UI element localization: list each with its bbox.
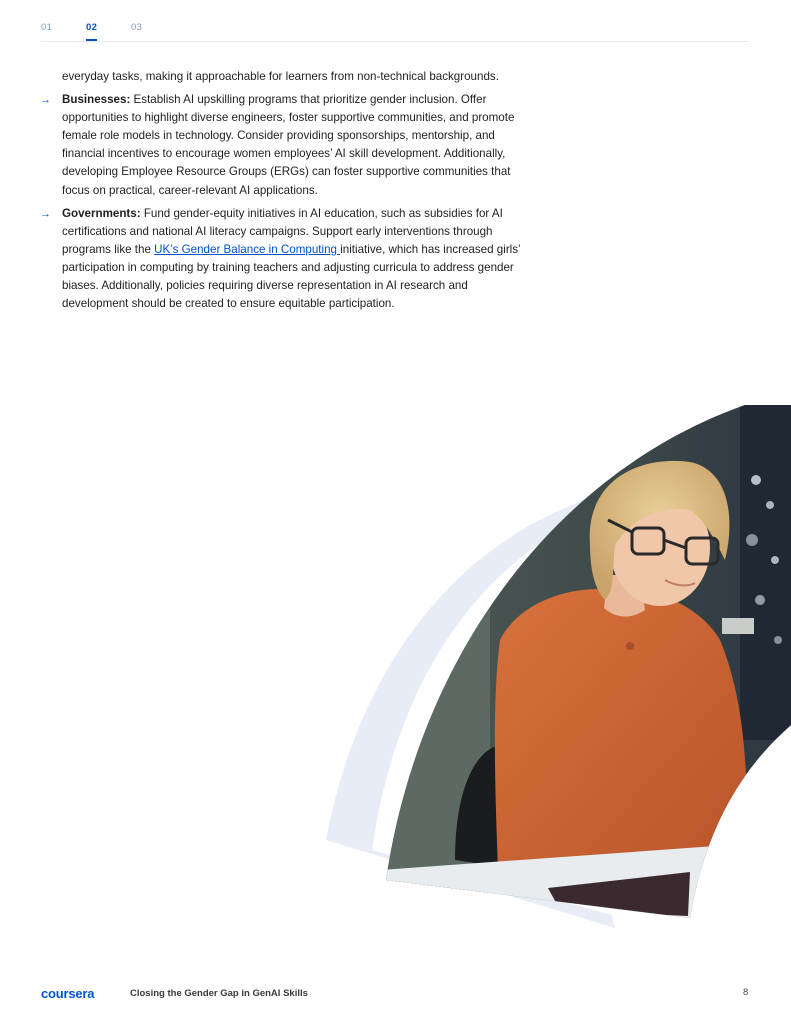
arrow-right-icon: → — [40, 207, 51, 220]
arrow-right-icon: → — [40, 94, 51, 107]
document-title: Closing the Gender Gap in GenAI Skills — [130, 988, 308, 999]
section-tabs — [41, 22, 176, 42]
bullet-lead: Governments: — [62, 206, 141, 220]
bullet-governments — [40, 205, 532, 314]
continuation-paragraph: everyday tasks, making it approachable for learners from non-technical backgrounds. — [62, 70, 499, 83]
bullet-text: Establish AI upskilling programs that prioritize gender inclusion. Offer opportunities to highlight diverse engineers, foster supportive communities, and promote female role models in technology. Consider providing sponsorships, mentorship, and financial incentives to encourage women employees’ AI skill development. Additionally, developing Employee Resource Groups (ERGs) can foster supportive communities that focus on practical, career-relevant AI applications. — [62, 93, 515, 197]
bullet-text: Fund gender-equity initiatives in AI education, such as subsidies for AI certifications and national AI literacy campaigns. Support early interventions through programs like the — [62, 206, 503, 256]
body-text — [40, 68, 532, 313]
bullet-text: initiative, which has increased girls’ participation in computing by training teachers and adjusting curricula to address gender biases. Additionally, policies requiring diverse representation in AI research and development should be created to ensure equitable participation. — [62, 242, 521, 311]
tab-02[interactable]: 02 — [86, 22, 131, 42]
gender-balance-link[interactable]: UK’s Gender Balance in Computing — [154, 242, 341, 256]
accent-band-lower — [326, 840, 615, 928]
coursera-logo: coursera — [41, 986, 95, 1001]
bullet-lead: Businesses: — [62, 93, 131, 107]
tab-01[interactable]: 01 — [41, 22, 53, 33]
accent-band — [326, 500, 590, 850]
tab-03[interactable]: 03 — [131, 22, 143, 33]
bullet-businesses — [40, 91, 532, 200]
page-number: 8 — [743, 987, 749, 998]
header-divider — [41, 41, 749, 42]
